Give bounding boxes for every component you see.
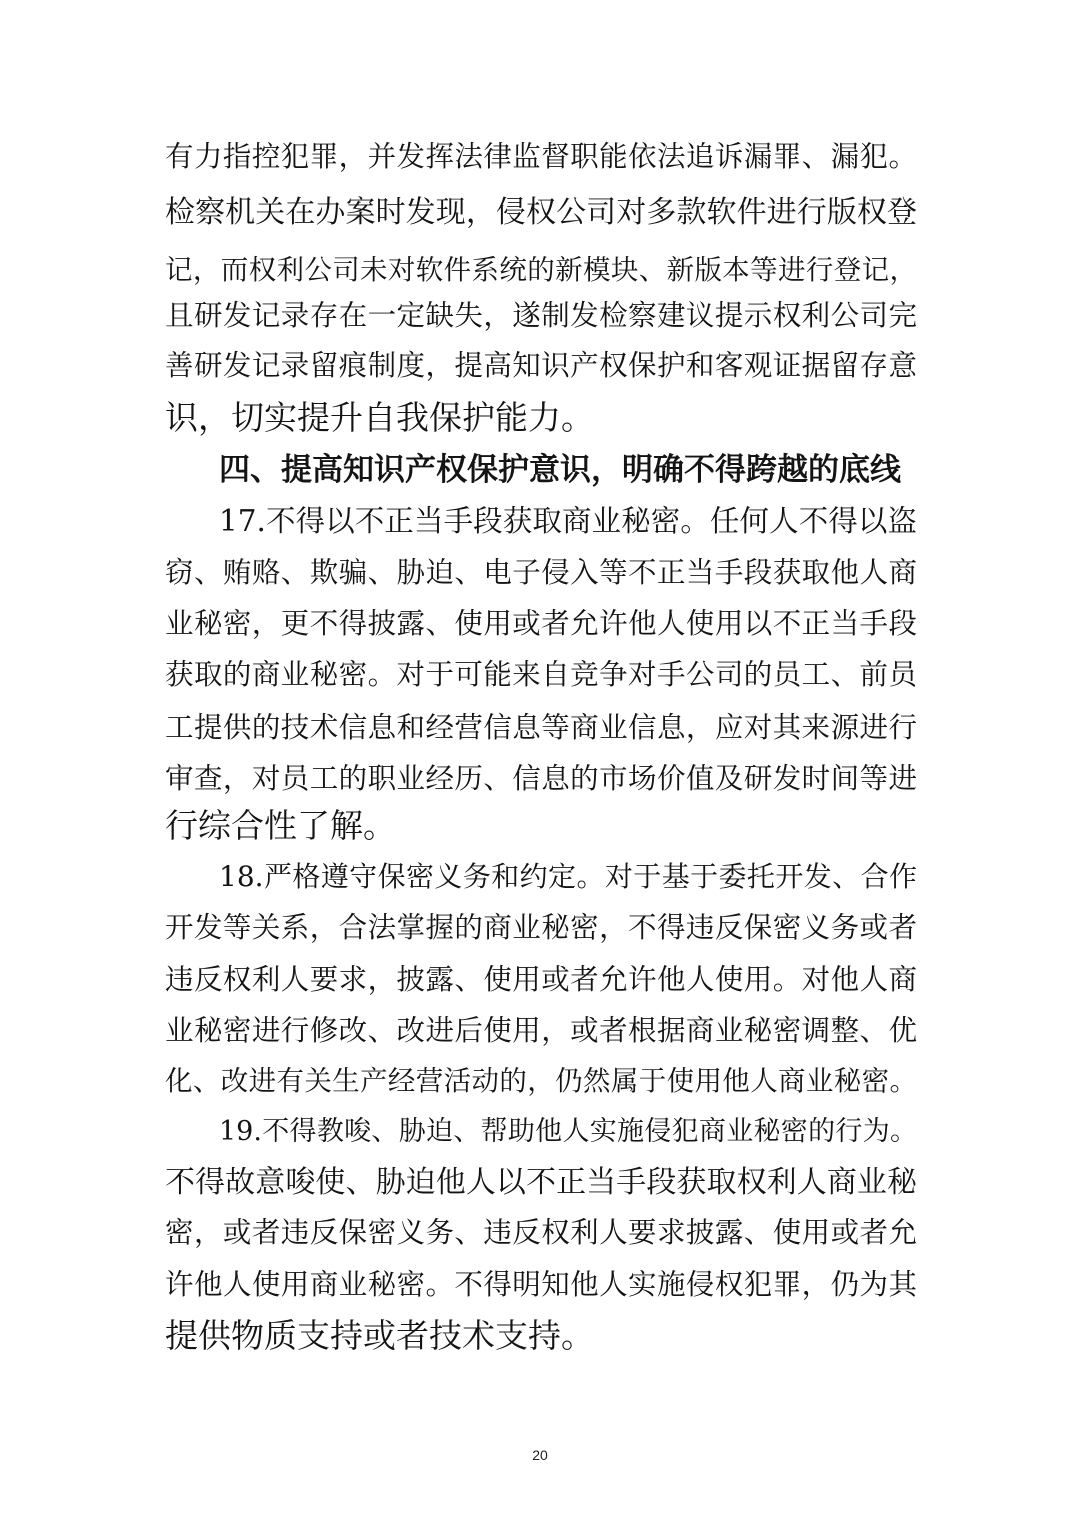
body-line: 识，切实提升自我保护能力。 xyxy=(165,398,594,437)
section-heading: 四、提高知识产权保护意识，明确不得跨越的底线 xyxy=(219,452,901,488)
item-17-line: 获取的商业秘密。对于可能来自竞争对手公司的员工、前员 xyxy=(165,658,917,691)
item-17-line: 审查，对员工的职业经历、信息的市场价值及研发时间等进 xyxy=(165,762,917,795)
item-18-line: 18.严格遵守保密义务和约定。对于基于委托开发、合作 xyxy=(219,860,917,893)
item-19-line: 19.不得教唆、胁迫、帮助他人实施侵犯商业秘密的行为。 xyxy=(219,1116,917,1147)
item-18-line: 业秘密进行修改、改进后使用，或者根据商业秘密调整、优 xyxy=(165,1014,917,1047)
item-19-line: 不得故意唆使、胁迫他人以不正当手段获取权利人商业秘 xyxy=(165,1165,917,1200)
item-19-line: 许他人使用商业秘密。不得明知他人实施侵权犯罪，仍为其 xyxy=(165,1268,917,1301)
item-17-line: 行综合性了解。 xyxy=(165,806,396,845)
body-line: 且研发记录存在一定缺失，遂制发检察建议提示权利公司完 xyxy=(165,299,917,332)
item-18-line: 违反权利人要求，披露、使用或者允许他人使用。对他人商 xyxy=(165,963,917,996)
item-18-line: 开发等关系，合法掌握的商业秘密，不得违反保密义务或者 xyxy=(165,911,917,944)
item-17-line: 17.不得以不正当手段获取商业秘密。任何人不得以盗 xyxy=(219,504,917,538)
body-line: 有力指控犯罪，并发挥法律监督职能依法追诉漏罪、漏犯。 xyxy=(165,140,917,173)
item-17-line: 窃、贿赂、欺骗、胁迫、电子侵入等不正当手段获取他人商 xyxy=(165,556,917,589)
body-line: 善研发记录留痕制度，提高知识产权保护和客观证据留存意 xyxy=(165,349,917,382)
item-19-line: 提供物质支持或者技术支持。 xyxy=(165,1316,594,1355)
item-17-line: 业秘密，更不得披露、使用或者允许他人使用以不正当手段 xyxy=(165,607,917,640)
body-line: 记，而权利公司未对软件系统的新模块、新版本等进行登记， xyxy=(165,254,917,286)
item-17-line: 工提供的技术信息和经营信息等商业信息，应对其来源进行 xyxy=(165,711,917,744)
body-line: 检察机关在办案时发现，侵权公司对多款软件进行版权登 xyxy=(165,195,917,230)
page-number: 20 xyxy=(532,1447,548,1463)
item-18-line: 化、改进有关生产经营活动的，仍然属于使用他人商业秘密。 xyxy=(165,1065,917,1097)
item-19-line: 密，或者违反保密义务、违反权利人要求披露、使用或者允 xyxy=(165,1216,917,1249)
